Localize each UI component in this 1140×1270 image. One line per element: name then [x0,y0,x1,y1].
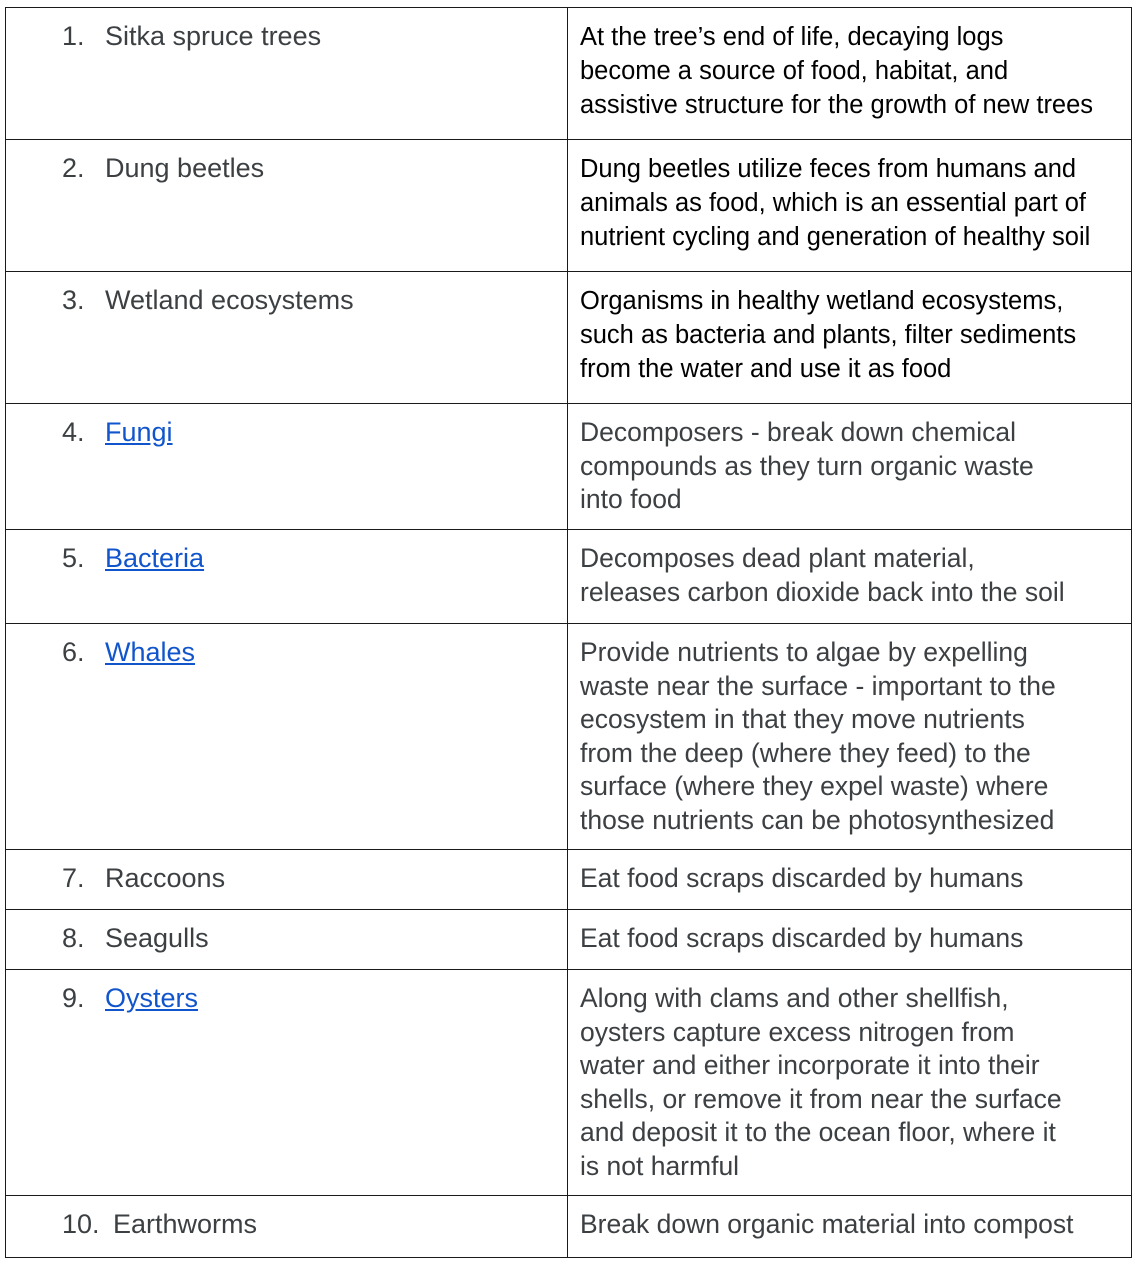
organism-cell [6,970,568,1196]
description-line: is not harmful [580,1150,740,1181]
organism-link-oysters[interactable]: Oysters [105,983,199,1013]
table-row [6,1196,1132,1258]
description-line: into food [580,484,682,514]
list-number: 7. [62,863,85,893]
description-line: ecosystem in that they move nutrients [580,704,1025,734]
table-row [6,272,1132,404]
list-number: 1. [62,21,85,51]
organism-link-fungi[interactable]: Fungi [105,417,173,447]
description-line: animals as food, which is an essential part of [580,189,1087,217]
description-cell [568,1196,1132,1258]
list-number: 8. [62,923,85,953]
organism-name: Dung beetles [105,153,265,183]
organism-cell [6,8,568,140]
organism-cell [6,1196,568,1258]
description-line: At the tree’s end of life, decaying logs [580,23,1004,51]
organism-name: Sitka spruce trees [105,21,322,51]
organism-link-bacteria[interactable]: Bacteria [105,543,205,573]
description-cell [568,910,1132,970]
description-line: Organisms in healthy wetland ecosystems, [580,287,1064,315]
organism-cell [6,140,568,272]
table-row [6,140,1132,272]
description-cell [568,624,1132,850]
organism-name: Raccoons [105,863,226,893]
organism-name: Seagulls [105,923,209,953]
description-line: compounds as they turn organic waste [580,450,1034,481]
description-line: Provide nutrients to algae by expelling [580,637,1028,667]
list-number: 10. [62,1209,100,1239]
organism-cell [6,850,568,910]
description-cell [568,8,1132,140]
list-number: 6. [62,637,85,667]
table-row [6,8,1132,140]
description-line: Eat food scraps discarded by humans [580,923,1024,953]
description-line: Eat food scraps discarded by humans [580,863,1024,893]
list-number: 9. [62,983,85,1013]
table-row [6,970,1132,1196]
table-row [6,910,1132,970]
organisms-table [5,7,1132,1258]
description-cell [568,272,1132,404]
table-row [6,404,1132,530]
description-line: and deposit it to the ocean floor, where it [580,1117,1056,1147]
organism-cell [6,910,568,970]
organism-cell [6,404,568,530]
description-line: surface (where they expel waste) where [580,771,1049,801]
description-cell [568,530,1132,624]
organism-name: Wetland ecosystems [105,285,354,315]
list-number: 3. [62,285,85,315]
description-cell [568,140,1132,272]
organism-cell [6,624,568,850]
table-row [6,624,1132,850]
description-line: oysters capture excess nitrogen from [580,1016,1015,1047]
description-line: releases carbon dioxide back into the soil [580,576,1065,607]
description-line: assistive structure for the growth of new trees [580,91,1094,119]
description-line: from the deep (where they feed) to the [580,737,1031,768]
description-line: Decomposers - break down chemical [580,417,1016,447]
list-number: 5. [62,543,85,573]
description-line: shells, or remove it from near the surface [580,1083,1062,1114]
description-line: such as bacteria and plants, filter sediments [580,321,1077,349]
organism-cell [6,272,568,404]
description-line: water and either incorporate it into their [580,1050,1040,1080]
description-line: Dung beetles utilize feces from humans and [580,155,1077,183]
table-row [6,530,1132,624]
description-line: Along with clams and other shellfish, [580,983,1009,1013]
description-line: nutrient cycling and generation of healthy soil [580,223,1091,251]
description-cell [568,970,1132,1196]
description-line: those nutrients can be photosynthesized [580,804,1055,835]
list-number: 2. [62,153,85,183]
description-line: become a source of food, habitat, and [580,57,1009,85]
table-row [6,850,1132,910]
description-line: waste near the surface - important to the [580,670,1056,701]
organism-link-whales[interactable]: Whales [105,637,196,667]
description-line: Break down organic material into compost [580,1209,1074,1239]
description-line: from the water and use it as food [580,355,952,383]
description-cell [568,850,1132,910]
organism-cell [6,530,568,624]
list-number: 4. [62,417,85,447]
description-cell [568,404,1132,530]
organism-name: Earthworms [113,1209,258,1239]
description-line: Decomposes dead plant material, [580,543,975,573]
